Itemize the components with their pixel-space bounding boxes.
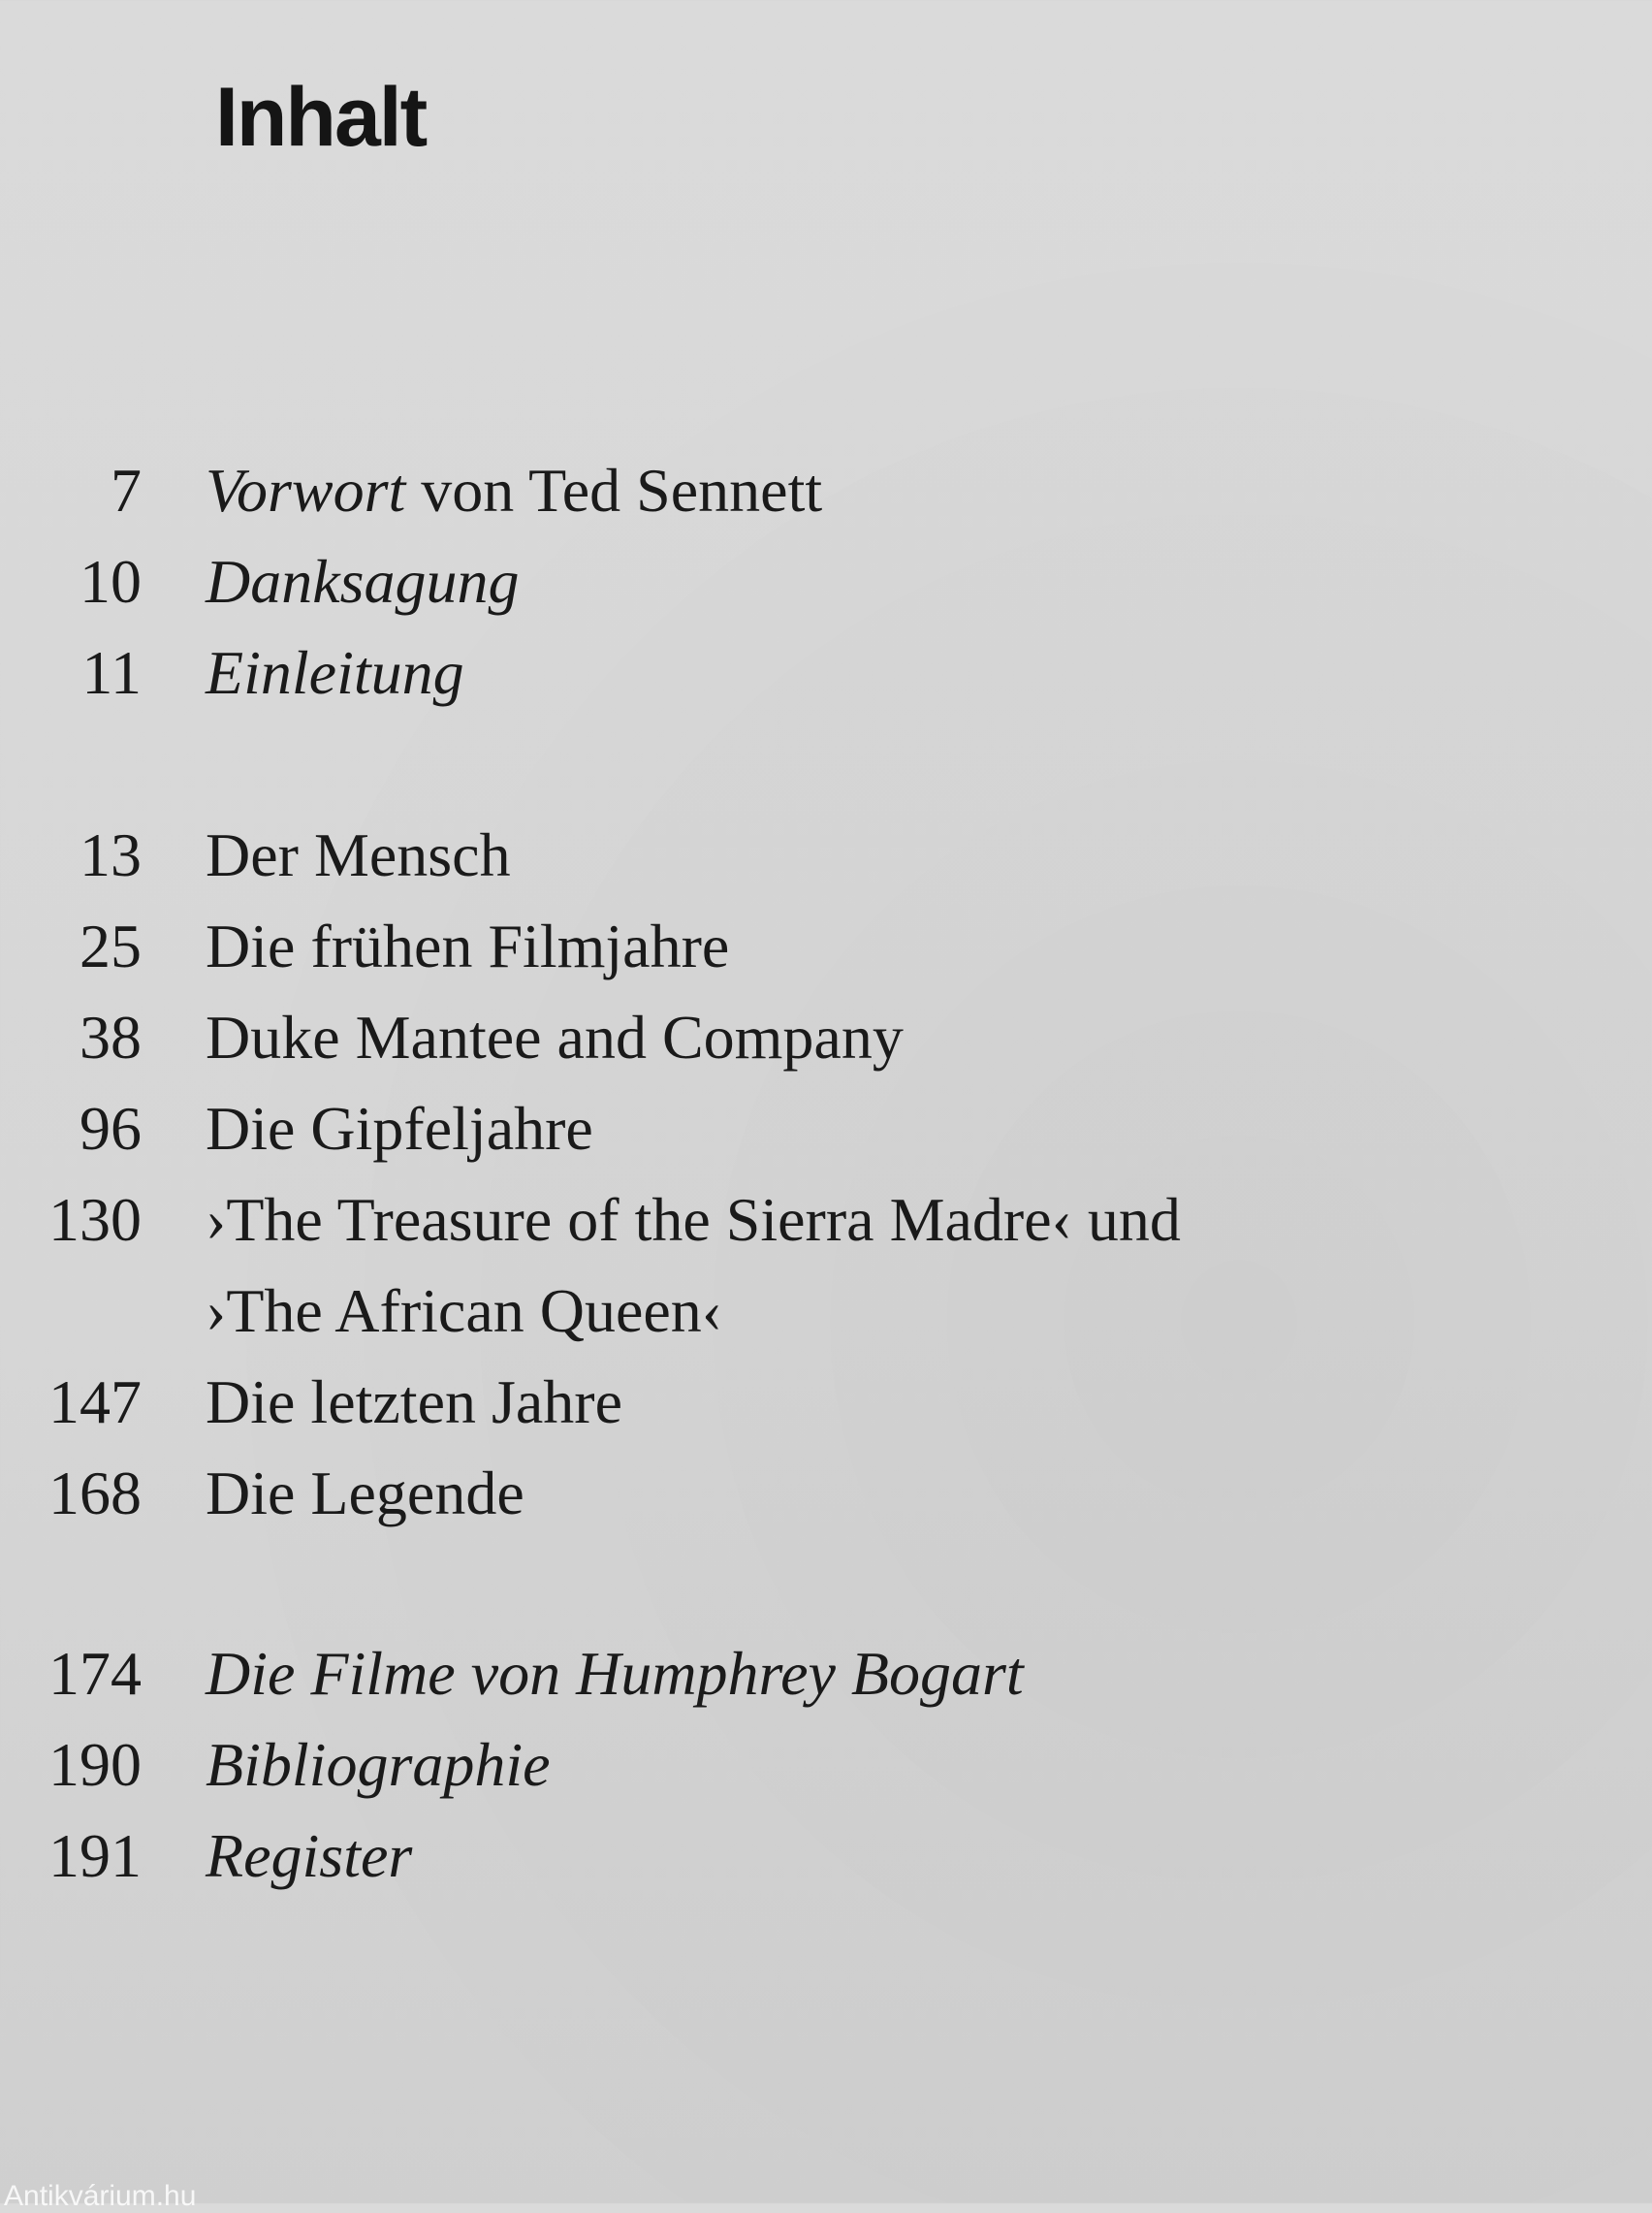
toc-page-number: 10 — [79, 547, 142, 616]
toc-page-number: 25 — [79, 912, 142, 980]
toc-title: ›The Treasure of the Sierra Madre‹ und — [206, 1185, 1181, 1254]
toc-entry-chapter — [0, 999, 1600, 1076]
toc-title: Die Filme von Humphrey Bogart — [206, 1639, 1024, 1708]
toc-title: Bibliographie — [206, 1730, 551, 1799]
toc-title: Die Gipfeljahre — [206, 1094, 593, 1163]
toc-page-number: 147 — [48, 1367, 142, 1436]
toc-entry-bibliographie — [0, 1726, 1600, 1804]
toc-page-number: 174 — [48, 1639, 142, 1708]
toc-entry-chapter — [0, 1363, 1600, 1441]
toc-title — [206, 452, 822, 529]
toc-page-number: 191 — [48, 1821, 142, 1890]
toc-title: Duke Mantee and Company — [206, 1003, 904, 1072]
toc-title: Einleitung — [206, 638, 464, 707]
toc-title-continuation: ›The African Queen‹ — [206, 1276, 723, 1345]
toc-entry-einleitung — [0, 634, 1600, 712]
toc-page-number: 190 — [48, 1730, 142, 1799]
toc-entry-filmography — [0, 1635, 1600, 1713]
toc-entry-vorwort — [0, 452, 1600, 529]
toc-entry-register — [0, 1817, 1600, 1895]
toc-entry-chapter — [0, 1181, 1600, 1259]
toc-title: Die Legende — [206, 1459, 524, 1527]
toc-entry-continuation — [0, 1272, 1600, 1350]
toc-entry-chapter — [0, 1090, 1600, 1168]
toc-page-number: 13 — [79, 820, 142, 889]
toc-page-number: 38 — [79, 1003, 142, 1072]
toc-page-number: 7 — [111, 456, 142, 525]
page-title: Inhalt — [215, 71, 427, 164]
toc-title: Die letzten Jahre — [206, 1367, 622, 1436]
toc-page-number: 168 — [48, 1459, 142, 1527]
toc-entry-chapter — [0, 817, 1600, 894]
toc-title-italic: Vorwort — [206, 456, 406, 525]
toc-entry-chapter — [0, 1455, 1600, 1532]
toc-page-number: 130 — [48, 1185, 142, 1254]
toc-title: Register — [206, 1821, 413, 1890]
toc-title: Der Mensch — [206, 820, 511, 889]
toc-title-rest: von Ted Sennett — [405, 456, 823, 525]
watermark: Antikvárium.hu — [4, 2180, 197, 2212]
toc-title: Die frühen Filmjahre — [206, 912, 730, 980]
toc-title: Danksagung — [206, 547, 520, 616]
toc-entry-chapter — [0, 908, 1600, 985]
toc-page-number: 11 — [81, 638, 142, 707]
toc-entry-danksagung — [0, 543, 1600, 621]
toc-page-number: 96 — [79, 1094, 142, 1163]
